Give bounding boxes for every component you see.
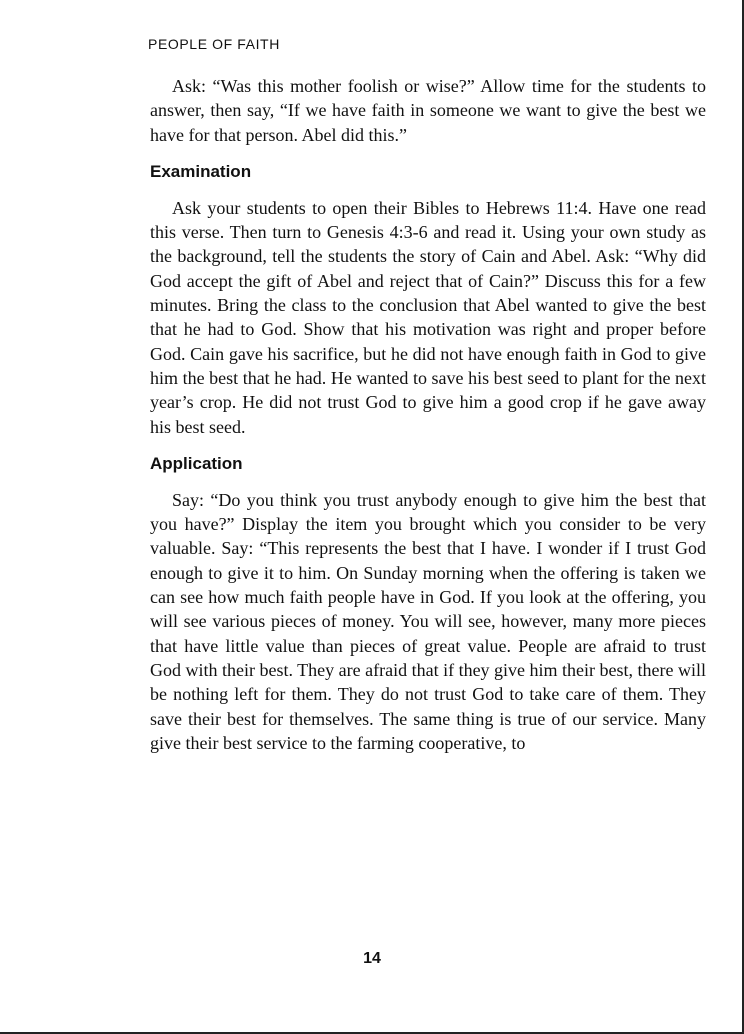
page-body [150,74,706,755]
intro-paragraph: Ask: “Was this mother foolish or wise?” Allow time for the students to answer, then say, “If we have faith in someone we want to give the best we have for that person. Abel did this.” [150,76,706,145]
application-paragraph: Say: “Do you think you trust anybody enough to give him the best that you have?” Display the item you brought which you consider to be very valuable. Say: “This represents the best that I have. I wonder if I trust God enough to give it to him. On Sunday morning when the offering is taken we can see how much faith people have in God. If you look at the offering, you will see various pieces of money. You will see, however, many more pieces that have little value than pieces of great value. People are afraid to trust God with their best. They are afraid that if they give him their best, there will be nothing left for them. They do not trust God to take care of them. They save their best for themselves. The same thing is true of our service. Many give their best service to the farming cooperative, to [150,489,707,753]
application-heading: Application [150,453,243,473]
examination-heading: Examination [150,161,252,181]
page-number: 14 [363,950,381,967]
examination-paragraph: Ask your students to open their Bibles to Hebrews 11:4. Have one read this verse. Then turn to Genesis 4:3-6 and read it. Using your own study as the background, tell the students the story of Cain and Abel. Ask: “Why did God accept the gift of Abel and reject that of Cain?” Discuss this for a few minutes. Bring the class to the conclusion that Abel wanted to give the best that he had to God. Show that his motivation was right and proper before God. Cain gave his sacrifice, but he did not have enough faith in God to give him the best that he had. He wanted to save his best seed to plant for the next year’s crop. He did not trust God to give him a good crop if he gave away his best seed. [150,197,706,437]
running-head: PEOPLE OF FAITH [148,36,280,52]
